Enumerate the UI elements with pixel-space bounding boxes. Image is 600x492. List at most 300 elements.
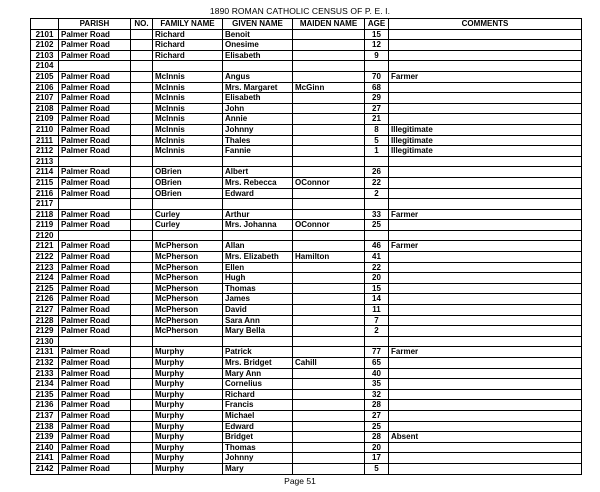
maiden-name-cell xyxy=(293,114,365,125)
maiden-name-cell xyxy=(293,61,365,72)
comments-cell xyxy=(389,315,582,326)
age-cell: 8 xyxy=(365,124,389,135)
given-name-cell: Elisabeth xyxy=(223,50,293,61)
family-name-cell xyxy=(153,199,223,210)
comments-cell xyxy=(389,167,582,178)
family-name-cell: Murphy xyxy=(153,442,223,453)
no-cell xyxy=(131,442,153,453)
family-name-cell: OBrien xyxy=(153,177,223,188)
maiden-name-cell xyxy=(293,40,365,51)
table-row xyxy=(31,61,582,72)
header-maiden-name: MAIDEN NAME xyxy=(293,19,365,30)
parish-cell: Palmer Road xyxy=(59,379,131,390)
row-number: 2116 xyxy=(31,188,59,199)
given-name-cell xyxy=(223,156,293,167)
given-name-cell: Mrs. Johanna xyxy=(223,220,293,231)
parish-cell: Palmer Road xyxy=(59,442,131,453)
comments-cell xyxy=(389,103,582,114)
parish-cell: Palmer Road xyxy=(59,103,131,114)
given-name-cell: James xyxy=(223,294,293,305)
given-name-cell: Allan xyxy=(223,241,293,252)
document-title: 1890 ROMAN CATHOLIC CENSUS OF P. E. I. xyxy=(209,6,391,16)
no-cell xyxy=(131,40,153,51)
given-name-cell: Johnny xyxy=(223,453,293,464)
comments-cell xyxy=(389,326,582,337)
table-row xyxy=(31,199,582,210)
parish-cell: Palmer Road xyxy=(59,294,131,305)
header-given-name: GIVEN NAME xyxy=(223,19,293,30)
table-row xyxy=(31,29,582,40)
parish-cell xyxy=(59,199,131,210)
comments-cell xyxy=(389,177,582,188)
table-row xyxy=(31,326,582,337)
family-name-cell: OBrien xyxy=(153,167,223,178)
comments-cell: Illegitimate xyxy=(389,135,582,146)
family-name-cell: McInnis xyxy=(153,114,223,125)
parish-cell: Palmer Road xyxy=(59,273,131,284)
parish-cell: Palmer Road xyxy=(59,71,131,82)
table-row xyxy=(31,315,582,326)
row-number: 2140 xyxy=(31,442,59,453)
no-cell xyxy=(131,315,153,326)
parish-cell: Palmer Road xyxy=(59,315,131,326)
maiden-name-cell xyxy=(293,167,365,178)
table-row xyxy=(31,400,582,411)
no-cell xyxy=(131,29,153,40)
given-name-cell xyxy=(223,199,293,210)
family-name-cell: Murphy xyxy=(153,453,223,464)
given-name-cell xyxy=(223,336,293,347)
no-cell xyxy=(131,358,153,369)
parish-cell: Palmer Road xyxy=(59,463,131,474)
maiden-name-cell xyxy=(293,305,365,316)
table-row xyxy=(31,421,582,432)
no-cell xyxy=(131,273,153,284)
given-name-cell: Mary Ann xyxy=(223,368,293,379)
table-row xyxy=(31,220,582,231)
given-name-cell: John xyxy=(223,103,293,114)
family-name-cell: Murphy xyxy=(153,358,223,369)
given-name-cell xyxy=(223,61,293,72)
row-number: 2141 xyxy=(31,453,59,464)
age-cell: 21 xyxy=(365,114,389,125)
age-cell xyxy=(365,230,389,241)
given-name-cell: Edward xyxy=(223,188,293,199)
given-name-cell: Hugh xyxy=(223,273,293,284)
no-cell xyxy=(131,252,153,263)
no-cell xyxy=(131,199,153,210)
no-cell xyxy=(131,389,153,400)
given-name-cell: Patrick xyxy=(223,347,293,358)
comments-cell xyxy=(389,156,582,167)
age-cell: 20 xyxy=(365,442,389,453)
census-table xyxy=(30,18,582,475)
age-cell: 9 xyxy=(365,50,389,61)
maiden-name-cell xyxy=(293,135,365,146)
parish-cell: Palmer Road xyxy=(59,432,131,443)
family-name-cell xyxy=(153,61,223,72)
maiden-name-cell xyxy=(293,453,365,464)
no-cell xyxy=(131,50,153,61)
age-cell: 26 xyxy=(365,167,389,178)
no-cell xyxy=(131,400,153,411)
no-cell xyxy=(131,71,153,82)
parish-cell: Palmer Road xyxy=(59,453,131,464)
parish-cell: Palmer Road xyxy=(59,283,131,294)
comments-cell: Farmer xyxy=(389,241,582,252)
comments-cell xyxy=(389,453,582,464)
maiden-name-cell xyxy=(293,421,365,432)
table-body xyxy=(31,29,582,474)
parish-cell: Palmer Road xyxy=(59,135,131,146)
comments-cell xyxy=(389,442,582,453)
comments-cell xyxy=(389,82,582,93)
parish-cell: Palmer Road xyxy=(59,50,131,61)
header-no: NO. xyxy=(131,19,153,30)
given-name-cell: Mary Bella xyxy=(223,326,293,337)
comments-cell xyxy=(389,379,582,390)
maiden-name-cell: OConnor xyxy=(293,220,365,231)
given-name-cell: Benoit xyxy=(223,29,293,40)
parish-cell: Palmer Road xyxy=(59,347,131,358)
row-number: 2103 xyxy=(31,50,59,61)
comments-cell: Illegitimate xyxy=(389,124,582,135)
table-row xyxy=(31,347,582,358)
comments-cell xyxy=(389,410,582,421)
table-row xyxy=(31,209,582,220)
family-name-cell: OBrien xyxy=(153,188,223,199)
given-name-cell: Sara Ann xyxy=(223,315,293,326)
parish-cell: Palmer Road xyxy=(59,368,131,379)
parish-cell: Palmer Road xyxy=(59,146,131,157)
given-name-cell: Michael xyxy=(223,410,293,421)
header-family-name: FAMILY NAME xyxy=(153,19,223,30)
age-cell: 28 xyxy=(365,400,389,411)
age-cell xyxy=(365,156,389,167)
no-cell xyxy=(131,336,153,347)
age-cell xyxy=(365,61,389,72)
table-row xyxy=(31,453,582,464)
row-number: 2125 xyxy=(31,283,59,294)
header-row xyxy=(31,19,582,30)
family-name-cell: McPherson xyxy=(153,241,223,252)
table-row xyxy=(31,273,582,284)
parish-cell: Palmer Road xyxy=(59,188,131,199)
comments-cell: Farmer xyxy=(389,347,582,358)
row-number: 2129 xyxy=(31,326,59,337)
row-number: 2112 xyxy=(31,146,59,157)
family-name-cell: McPherson xyxy=(153,305,223,316)
comments-cell xyxy=(389,421,582,432)
family-name-cell: Murphy xyxy=(153,379,223,390)
no-cell xyxy=(131,453,153,464)
row-number: 2126 xyxy=(31,294,59,305)
no-cell xyxy=(131,61,153,72)
maiden-name-cell xyxy=(293,50,365,61)
family-name-cell: McPherson xyxy=(153,262,223,273)
table-row xyxy=(31,389,582,400)
given-name-cell: Edward xyxy=(223,421,293,432)
parish-cell: Palmer Road xyxy=(59,29,131,40)
row-number: 2137 xyxy=(31,410,59,421)
table-row xyxy=(31,103,582,114)
parish-cell xyxy=(59,230,131,241)
age-cell: 7 xyxy=(365,315,389,326)
age-cell: 1 xyxy=(365,146,389,157)
parish-cell: Palmer Road xyxy=(59,241,131,252)
family-name-cell: McInnis xyxy=(153,93,223,104)
given-name-cell: Mary xyxy=(223,463,293,474)
row-number: 2138 xyxy=(31,421,59,432)
family-name-cell: McPherson xyxy=(153,315,223,326)
family-name-cell: Murphy xyxy=(153,410,223,421)
maiden-name-cell xyxy=(293,93,365,104)
comments-cell xyxy=(389,188,582,199)
age-cell: 41 xyxy=(365,252,389,263)
row-number: 2135 xyxy=(31,389,59,400)
parish-cell: Palmer Road xyxy=(59,305,131,316)
parish-cell: Palmer Road xyxy=(59,421,131,432)
row-number: 2109 xyxy=(31,114,59,125)
family-name-cell: McInnis xyxy=(153,146,223,157)
row-number: 2118 xyxy=(31,209,59,220)
comments-cell xyxy=(389,29,582,40)
row-number: 2130 xyxy=(31,336,59,347)
family-name-cell xyxy=(153,336,223,347)
maiden-name-cell xyxy=(293,336,365,347)
parish-cell xyxy=(59,61,131,72)
family-name-cell: Murphy xyxy=(153,463,223,474)
given-name-cell: Richard xyxy=(223,389,293,400)
row-number: 2123 xyxy=(31,262,59,273)
family-name-cell: McInnis xyxy=(153,135,223,146)
no-cell xyxy=(131,220,153,231)
table-row xyxy=(31,432,582,443)
given-name-cell: Annie xyxy=(223,114,293,125)
no-cell xyxy=(131,103,153,114)
age-cell: 5 xyxy=(365,135,389,146)
maiden-name-cell xyxy=(293,368,365,379)
table-row xyxy=(31,230,582,241)
row-number: 2108 xyxy=(31,103,59,114)
maiden-name-cell xyxy=(293,29,365,40)
table-row xyxy=(31,379,582,390)
comments-cell xyxy=(389,336,582,347)
no-cell xyxy=(131,463,153,474)
family-name-cell: McInnis xyxy=(153,82,223,93)
comments-cell xyxy=(389,305,582,316)
row-number: 2119 xyxy=(31,220,59,231)
row-number: 2113 xyxy=(31,156,59,167)
row-number: 2114 xyxy=(31,167,59,178)
no-cell xyxy=(131,262,153,273)
parish-cell: Palmer Road xyxy=(59,93,131,104)
family-name-cell: McPherson xyxy=(153,326,223,337)
table-row xyxy=(31,71,582,82)
no-cell xyxy=(131,135,153,146)
age-cell: 65 xyxy=(365,358,389,369)
no-cell xyxy=(131,82,153,93)
no-cell xyxy=(131,124,153,135)
parish-cell: Palmer Road xyxy=(59,252,131,263)
table-row xyxy=(31,124,582,135)
no-cell xyxy=(131,283,153,294)
no-cell xyxy=(131,156,153,167)
maiden-name-cell xyxy=(293,326,365,337)
given-name-cell: Johnny xyxy=(223,124,293,135)
row-number: 2101 xyxy=(31,29,59,40)
maiden-name-cell xyxy=(293,188,365,199)
comments-cell xyxy=(389,262,582,273)
comments-cell xyxy=(389,114,582,125)
age-cell: 46 xyxy=(365,241,389,252)
no-cell xyxy=(131,93,153,104)
comments-cell xyxy=(389,463,582,474)
row-number: 2132 xyxy=(31,358,59,369)
age-cell: 2 xyxy=(365,326,389,337)
family-name-cell: McInnis xyxy=(153,124,223,135)
age-cell: 15 xyxy=(365,29,389,40)
family-name-cell: Richard xyxy=(153,50,223,61)
age-cell: 27 xyxy=(365,410,389,421)
family-name-cell: Murphy xyxy=(153,389,223,400)
table-row xyxy=(31,93,582,104)
parish-cell: Palmer Road xyxy=(59,40,131,51)
age-cell: 22 xyxy=(365,177,389,188)
parish-cell: Palmer Road xyxy=(59,358,131,369)
maiden-name-cell xyxy=(293,442,365,453)
maiden-name-cell xyxy=(293,230,365,241)
maiden-name-cell xyxy=(293,209,365,220)
row-number: 2136 xyxy=(31,400,59,411)
age-cell: 25 xyxy=(365,421,389,432)
given-name-cell: Mrs. Rebecca xyxy=(223,177,293,188)
table-row xyxy=(31,305,582,316)
parish-cell: Palmer Road xyxy=(59,177,131,188)
maiden-name-cell xyxy=(293,315,365,326)
row-number: 2115 xyxy=(31,177,59,188)
given-name-cell: Thomas xyxy=(223,283,293,294)
comments-cell xyxy=(389,40,582,51)
maiden-name-cell xyxy=(293,347,365,358)
parish-cell: Palmer Road xyxy=(59,262,131,273)
maiden-name-cell xyxy=(293,262,365,273)
family-name-cell: McPherson xyxy=(153,252,223,263)
header-parish: PARISH xyxy=(59,19,131,30)
parish-cell: Palmer Road xyxy=(59,410,131,421)
row-number: 2124 xyxy=(31,273,59,284)
table-row xyxy=(31,336,582,347)
parish-cell: Palmer Road xyxy=(59,167,131,178)
no-cell xyxy=(131,177,153,188)
no-cell xyxy=(131,347,153,358)
age-cell: 32 xyxy=(365,389,389,400)
no-cell xyxy=(131,326,153,337)
row-number: 2104 xyxy=(31,61,59,72)
family-name-cell: McInnis xyxy=(153,71,223,82)
parish-cell: Palmer Road xyxy=(59,209,131,220)
given-name-cell: Ellen xyxy=(223,262,293,273)
no-cell xyxy=(131,410,153,421)
comments-cell xyxy=(389,252,582,263)
comments-cell xyxy=(389,199,582,210)
table-row xyxy=(31,82,582,93)
table-row xyxy=(31,368,582,379)
family-name-cell: Murphy xyxy=(153,432,223,443)
given-name-cell: Mrs. Bridget xyxy=(223,358,293,369)
maiden-name-cell xyxy=(293,463,365,474)
given-name-cell: Arthur xyxy=(223,209,293,220)
family-name-cell: Murphy xyxy=(153,400,223,411)
table-row xyxy=(31,167,582,178)
parish-cell: Palmer Road xyxy=(59,400,131,411)
age-cell: 15 xyxy=(365,283,389,294)
maiden-name-cell: OConnor xyxy=(293,177,365,188)
parish-cell xyxy=(59,156,131,167)
given-name-cell: Elisabeth xyxy=(223,93,293,104)
parish-cell: Palmer Road xyxy=(59,389,131,400)
row-number: 2142 xyxy=(31,463,59,474)
age-cell: 29 xyxy=(365,93,389,104)
family-name-cell: Murphy xyxy=(153,347,223,358)
row-number: 2110 xyxy=(31,124,59,135)
table-row xyxy=(31,410,582,421)
row-number: 2133 xyxy=(31,368,59,379)
table-row xyxy=(31,146,582,157)
parish-cell: Palmer Road xyxy=(59,114,131,125)
comments-cell: Farmer xyxy=(389,209,582,220)
no-cell xyxy=(131,421,153,432)
comments-cell xyxy=(389,93,582,104)
comments-cell xyxy=(389,273,582,284)
age-cell: 40 xyxy=(365,368,389,379)
header-comments: COMMENTS xyxy=(389,19,582,30)
header-age: AGE xyxy=(365,19,389,30)
age-cell: 70 xyxy=(365,71,389,82)
parish-cell: Palmer Road xyxy=(59,220,131,231)
age-cell: 5 xyxy=(365,463,389,474)
age-cell xyxy=(365,199,389,210)
maiden-name-cell xyxy=(293,124,365,135)
age-cell: 35 xyxy=(365,379,389,390)
no-cell xyxy=(131,379,153,390)
row-number: 2128 xyxy=(31,315,59,326)
age-cell: 77 xyxy=(365,347,389,358)
comments-cell xyxy=(389,61,582,72)
age-cell: 11 xyxy=(365,305,389,316)
family-name-cell: Murphy xyxy=(153,421,223,432)
table-row xyxy=(31,40,582,51)
row-number: 2107 xyxy=(31,93,59,104)
table-header xyxy=(31,19,582,30)
parish-cell: Palmer Road xyxy=(59,124,131,135)
family-name-cell: McPherson xyxy=(153,273,223,284)
row-number: 2106 xyxy=(31,82,59,93)
table-row xyxy=(31,50,582,61)
table-row xyxy=(31,114,582,125)
table-row xyxy=(31,252,582,263)
maiden-name-cell xyxy=(293,103,365,114)
no-cell xyxy=(131,146,153,157)
no-cell xyxy=(131,432,153,443)
no-cell xyxy=(131,209,153,220)
table-row xyxy=(31,294,582,305)
comments-cell: Absent xyxy=(389,432,582,443)
family-name-cell: McPherson xyxy=(153,283,223,294)
row-number: 2122 xyxy=(31,252,59,263)
given-name-cell: Mrs. Margaret xyxy=(223,82,293,93)
maiden-name-cell xyxy=(293,156,365,167)
